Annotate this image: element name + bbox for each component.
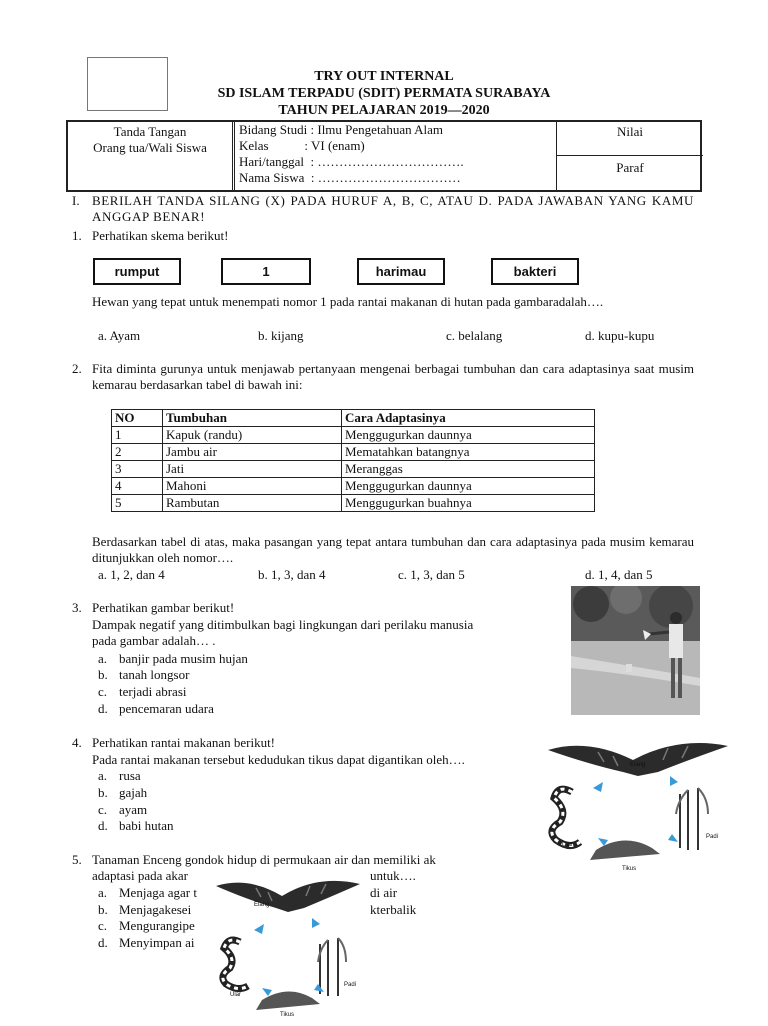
q3-option-b[interactable]: tanah longsor — [119, 667, 190, 682]
q5-option-b[interactable]: Menjagakesei — [119, 902, 192, 917]
q1-option-d[interactable]: d. kupu-kupu — [585, 328, 655, 343]
section-number: I. — [72, 193, 80, 208]
cell-adaptation: Menggugurkan buahnya — [342, 495, 595, 512]
q5-text-1: Tanaman Enceng gondok hidup di permukaan air dan memiliki ak — [92, 852, 436, 867]
q5-option-a-tail: di air — [370, 885, 398, 900]
q3-option-a-letter: a. — [98, 651, 108, 666]
q2-option-c[interactable]: c. 1, 3, dan 5 — [398, 567, 465, 582]
q3-text-1: Dampak negatif yang ditimbulkan bagi lingkungan dari perilaku manusia — [92, 617, 474, 632]
cell-no: 2 — [112, 444, 163, 461]
table-row — [112, 461, 595, 478]
label-elang: Elang — [254, 902, 270, 908]
q2-after-text: Berdasarkan tabel di atas, maka pasangan yang tepat antara tumbuhan dan cara adaptasinya pada musim kemarau ditunjukkan oleh nomor…. — [92, 534, 694, 565]
cell-no: 1 — [112, 427, 163, 444]
q3-option-c[interactable]: terjadi abrasi — [119, 684, 187, 699]
cell-plant: Mahoni — [163, 478, 342, 495]
class-field: Kelas : VI (enam) — [239, 138, 365, 153]
instruction-text: BERILAH TANDA SILANG (X) PADA HURUF A, B, C, ATAU D. PADA JAWABAN YANG KAMU ANGGAP BENAR! — [92, 193, 694, 224]
header-school: SD ISLAM TERPADU (SDIT) PERMATA SURABAYA — [217, 86, 551, 101]
table-header-row — [112, 410, 595, 427]
q5-text-2b: untuk…. — [370, 868, 416, 883]
q4-option-a[interactable]: rusa — [119, 768, 141, 783]
q1-text: Hewan yang tepat untuk menempati nomor 1 pada rantai makanan di hutan pada gambaradalah…. — [92, 294, 604, 309]
chain-box-3: harimau — [357, 258, 445, 285]
q3-option-d-letter: d. — [98, 701, 108, 716]
cell-plant: Jambu air — [163, 444, 342, 461]
chain-box-4: bakteri — [491, 258, 579, 285]
q4-option-b-letter: b. — [98, 785, 108, 800]
q5-option-a[interactable]: Menjaga agar t — [119, 885, 197, 900]
q4-option-b[interactable]: gajah — [119, 785, 148, 800]
q1-option-c[interactable]: c. belalang — [446, 328, 503, 343]
q3-prompt: Perhatikan gambar berikut! — [92, 600, 235, 615]
cell-adaptation: Menggugurkan daunnya — [342, 478, 595, 495]
q2-option-d[interactable]: d. 1, 4, dan 5 — [585, 567, 653, 582]
label-ular: Ular — [230, 992, 242, 998]
cell-no: 5 — [112, 495, 163, 512]
q2-text: Fita diminta gurunya untuk menjawab pertanyaan mengenai berbagai tumbuhan dan cara adaptasinya saat musim kemarau berdasarkan tabel di bawah ini: — [92, 361, 694, 392]
header-year: TAHUN PELAJARAN 2019—2020 — [278, 103, 490, 118]
cell-no: 3 — [112, 461, 163, 478]
q1-option-b[interactable]: b. kijang — [258, 328, 304, 343]
signature-cell — [68, 122, 233, 192]
q1-number: 1. — [72, 228, 82, 243]
q3-option-a[interactable]: banjir pada musim hujan — [119, 651, 248, 666]
cell-adaptation: Menggugurkan daunnya — [342, 427, 595, 444]
subject-field: Bidang Studi : Ilmu Pengetahuan Alam — [239, 122, 444, 137]
date-field[interactable]: Hari/tanggal : ……………………………. — [239, 154, 464, 169]
signature-label: Tanda Tangan — [113, 124, 187, 139]
table-row — [112, 444, 595, 461]
q5-option-c[interactable]: Mengurangipe — [119, 918, 195, 933]
label-tikus: Tikus — [622, 866, 637, 872]
header-plant: Tumbuhan — [163, 410, 342, 427]
score-label: Nilai — [557, 122, 703, 156]
q4-text: Pada rantai makanan tersebut kedudukan tikus dapat digantikan oleh…. — [92, 752, 465, 767]
q5-number: 5. — [72, 852, 82, 867]
q5-text-2: adaptasi pada akar — [92, 868, 189, 883]
guardian-label: Orang tua/Wali Siswa — [93, 140, 207, 155]
cell-adaptation: Meranggas — [342, 461, 595, 478]
q4-option-d-letter: d. — [98, 818, 108, 833]
chain-box-2: 1 — [221, 258, 311, 285]
table-row — [112, 478, 595, 495]
q5-option-b-letter: b. — [98, 902, 108, 917]
cell-no: 4 — [112, 478, 163, 495]
adaptation-table — [111, 409, 595, 512]
q1-option-a[interactable]: a. Ayam — [98, 328, 141, 343]
label-tikus: Tikus — [280, 1012, 295, 1018]
q3-text-2: pada gambar adalah… . — [92, 633, 216, 648]
name-field[interactable]: Nama Siswa : …………………………… — [239, 170, 461, 185]
q3-number: 3. — [72, 600, 82, 615]
q1-prompt: Perhatikan skema berikut! — [92, 228, 229, 243]
q4-option-a-letter: a. — [98, 768, 108, 783]
q4-prompt: Perhatikan rantai makanan berikut! — [92, 735, 276, 750]
q3-option-b-letter: b. — [98, 667, 108, 682]
food-chain-overlay-image — [210, 872, 368, 1022]
q5-option-d[interactable]: Menyimpan ai — [119, 935, 195, 950]
q3-option-d[interactable]: pencemaran udara — [119, 701, 214, 716]
q2-option-b[interactable]: b. 1, 3, dan 4 — [258, 567, 326, 582]
label-padi: Padi — [706, 834, 719, 840]
q3-option-c-letter: c. — [98, 684, 108, 699]
header-adaptation: Cara Adaptasinya — [342, 410, 595, 427]
table-row — [112, 495, 595, 512]
q2-option-a[interactable]: a. 1, 2, dan 4 — [98, 567, 165, 582]
q4-number: 4. — [72, 735, 82, 750]
table-row — [112, 427, 595, 444]
chain-box-1: rumput — [93, 258, 181, 285]
label-padi: Padi — [344, 982, 357, 988]
score-cell — [556, 122, 703, 190]
student-info — [237, 122, 559, 190]
food-chain-image — [538, 730, 748, 878]
q5-option-b-tail: kterbalik — [370, 902, 417, 917]
q4-option-c[interactable]: ayam — [119, 802, 148, 817]
label-elang: Elang — [630, 762, 646, 768]
cell-plant: Jati — [163, 461, 342, 478]
initial-label: Paraf — [616, 160, 644, 175]
header-no: NO — [112, 410, 163, 427]
identity-table — [66, 120, 702, 192]
q5-option-d-letter: d. — [98, 935, 108, 950]
cell-plant: Rambutan — [163, 495, 342, 512]
q2-number: 2. — [72, 361, 82, 376]
label-ular: Ular — [562, 842, 574, 848]
river-photo — [571, 586, 700, 715]
header-title: TRY OUT INTERNAL — [314, 69, 454, 84]
q4-option-d[interactable]: babi hutan — [119, 818, 174, 833]
cell-plant: Kapuk (randu) — [163, 427, 342, 444]
cell-adaptation: Mematahkan batangnya — [342, 444, 595, 461]
q4-option-c-letter: c. — [98, 802, 108, 817]
q5-option-c-letter: c. — [98, 918, 108, 933]
q5-option-a-letter: a. — [98, 885, 108, 900]
